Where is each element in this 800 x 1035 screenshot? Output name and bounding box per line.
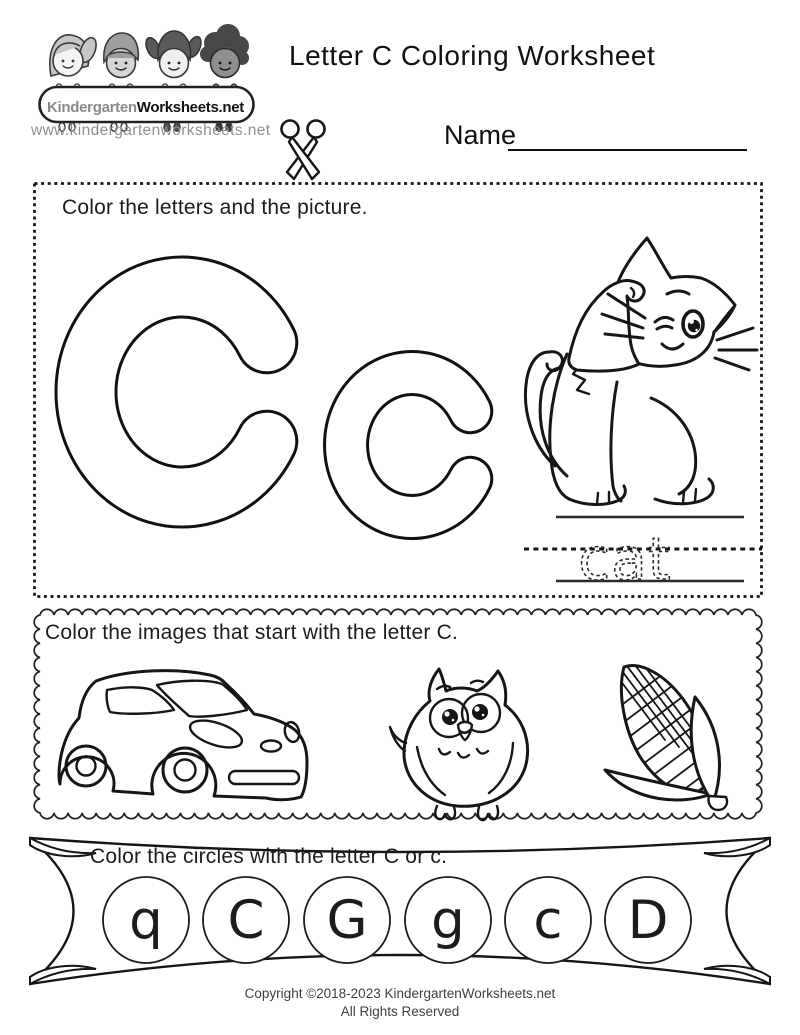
logo-url: www.kindergartenworksheets.net <box>31 122 271 139</box>
footer-rights: All Rights Reserved <box>340 1004 460 1019</box>
logo-brand-gray: Kindergarten <box>47 99 137 116</box>
corn-illustration <box>597 653 749 815</box>
circle-letter: D <box>627 890 669 951</box>
circle-letter: G <box>326 890 368 951</box>
images-instruction: Color the images that start with the letter C. <box>45 621 459 644</box>
circle-letter: q <box>129 890 163 951</box>
small-letter-c <box>346 373 470 517</box>
logo-kids-illustration <box>50 24 249 90</box>
logo <box>38 14 256 138</box>
letters-instruction: Color the letters and the picture. <box>62 196 368 219</box>
bubble-letters <box>40 240 510 550</box>
circle-letter: C <box>227 890 265 951</box>
big-letter-C <box>86 287 267 497</box>
circle-letter: c <box>533 890 563 951</box>
writing-lines <box>505 500 795 600</box>
logo-brand-text <box>47 99 244 116</box>
footer-copyright: Copyright ©2018-2023 KindergartenWorksheets.net <box>244 986 556 1001</box>
circle-letter: g <box>431 890 465 951</box>
circles-instruction: Color the circles with the letter C or c. <box>90 845 448 868</box>
name-label: Name <box>444 120 517 150</box>
car-illustration <box>56 650 320 808</box>
owl-illustration <box>385 655 550 823</box>
logo-brand-black: Worksheets.net <box>136 99 244 116</box>
cat-illustration <box>505 222 765 522</box>
page-title: Letter C Coloring Worksheet <box>289 40 656 71</box>
trace-word: cat <box>578 525 672 593</box>
name-write-line <box>508 119 747 151</box>
scissors-icon <box>276 116 332 188</box>
